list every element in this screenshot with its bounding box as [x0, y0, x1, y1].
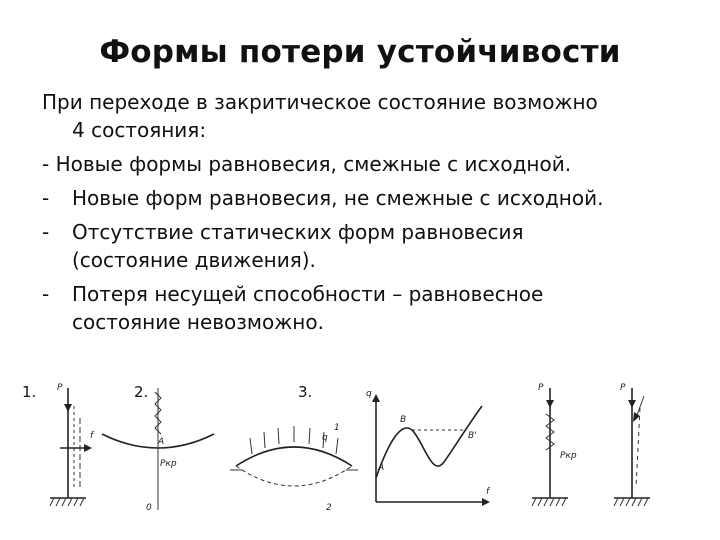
list-item-text: Отсутствие статических форм равновесия — [72, 220, 524, 244]
diagram-bifurcation — [102, 388, 214, 513]
label-b: B — [400, 415, 407, 425]
label-a-point: A — [378, 463, 385, 473]
label-one: 1 — [334, 423, 340, 433]
label-q-axis: q — [366, 389, 372, 399]
label-p: P — [57, 383, 63, 393]
stability-diagrams — [0, 378, 720, 540]
label-p-5: P — [538, 383, 544, 393]
label-pkr-5: Pкр — [560, 451, 577, 461]
list-item-dash: - — [42, 186, 50, 210]
list-item — [42, 150, 702, 178]
diagram-column-3 — [614, 383, 650, 506]
diagram-column-2 — [532, 383, 577, 506]
list-item — [42, 280, 702, 336]
list-item — [42, 218, 702, 274]
label-a: A — [158, 437, 165, 447]
list-item — [42, 184, 702, 212]
label-p-6: P — [620, 383, 626, 393]
intro-line-1: При переходе в закритическое состояние возможно — [42, 90, 598, 114]
label-f-axis: f — [486, 487, 490, 497]
list-item-text-cont: (состояние движения). — [72, 248, 316, 272]
list-item-dash: - — [42, 220, 50, 244]
diagram-snap-through — [366, 389, 491, 506]
figure-label-3: 3. — [298, 383, 313, 401]
list-item-dash: - — [42, 152, 50, 176]
body-text — [42, 88, 702, 342]
list-item-text-cont: состояние невозможно. — [72, 310, 324, 334]
intro-paragraph — [42, 88, 702, 144]
label-b-prime: B' — [468, 431, 477, 441]
label-pkr: Pкр — [160, 459, 177, 469]
list-item-text: Потеря несущей способности – равновесное — [72, 282, 544, 306]
label-two: 2 — [326, 503, 332, 513]
list-item-dash: - — [42, 282, 50, 306]
label-f: f — [90, 431, 94, 441]
label-q: q — [322, 433, 328, 443]
diagram-arch — [230, 423, 358, 513]
intro-line-2: 4 состояния: — [72, 118, 207, 142]
list-item-text: Новые форм равновесия, не смежные с исходной. — [72, 186, 604, 210]
list-item-text: Новые формы равновесия, смежные с исходной. — [55, 152, 572, 176]
figure-label-1: 1. — [22, 383, 37, 401]
diagram-column-1 — [50, 383, 95, 506]
label-zero: 0 — [146, 503, 152, 513]
figure-label-2: 2. — [134, 383, 149, 401]
page-title: Формы потери устойчивости — [99, 34, 621, 70]
